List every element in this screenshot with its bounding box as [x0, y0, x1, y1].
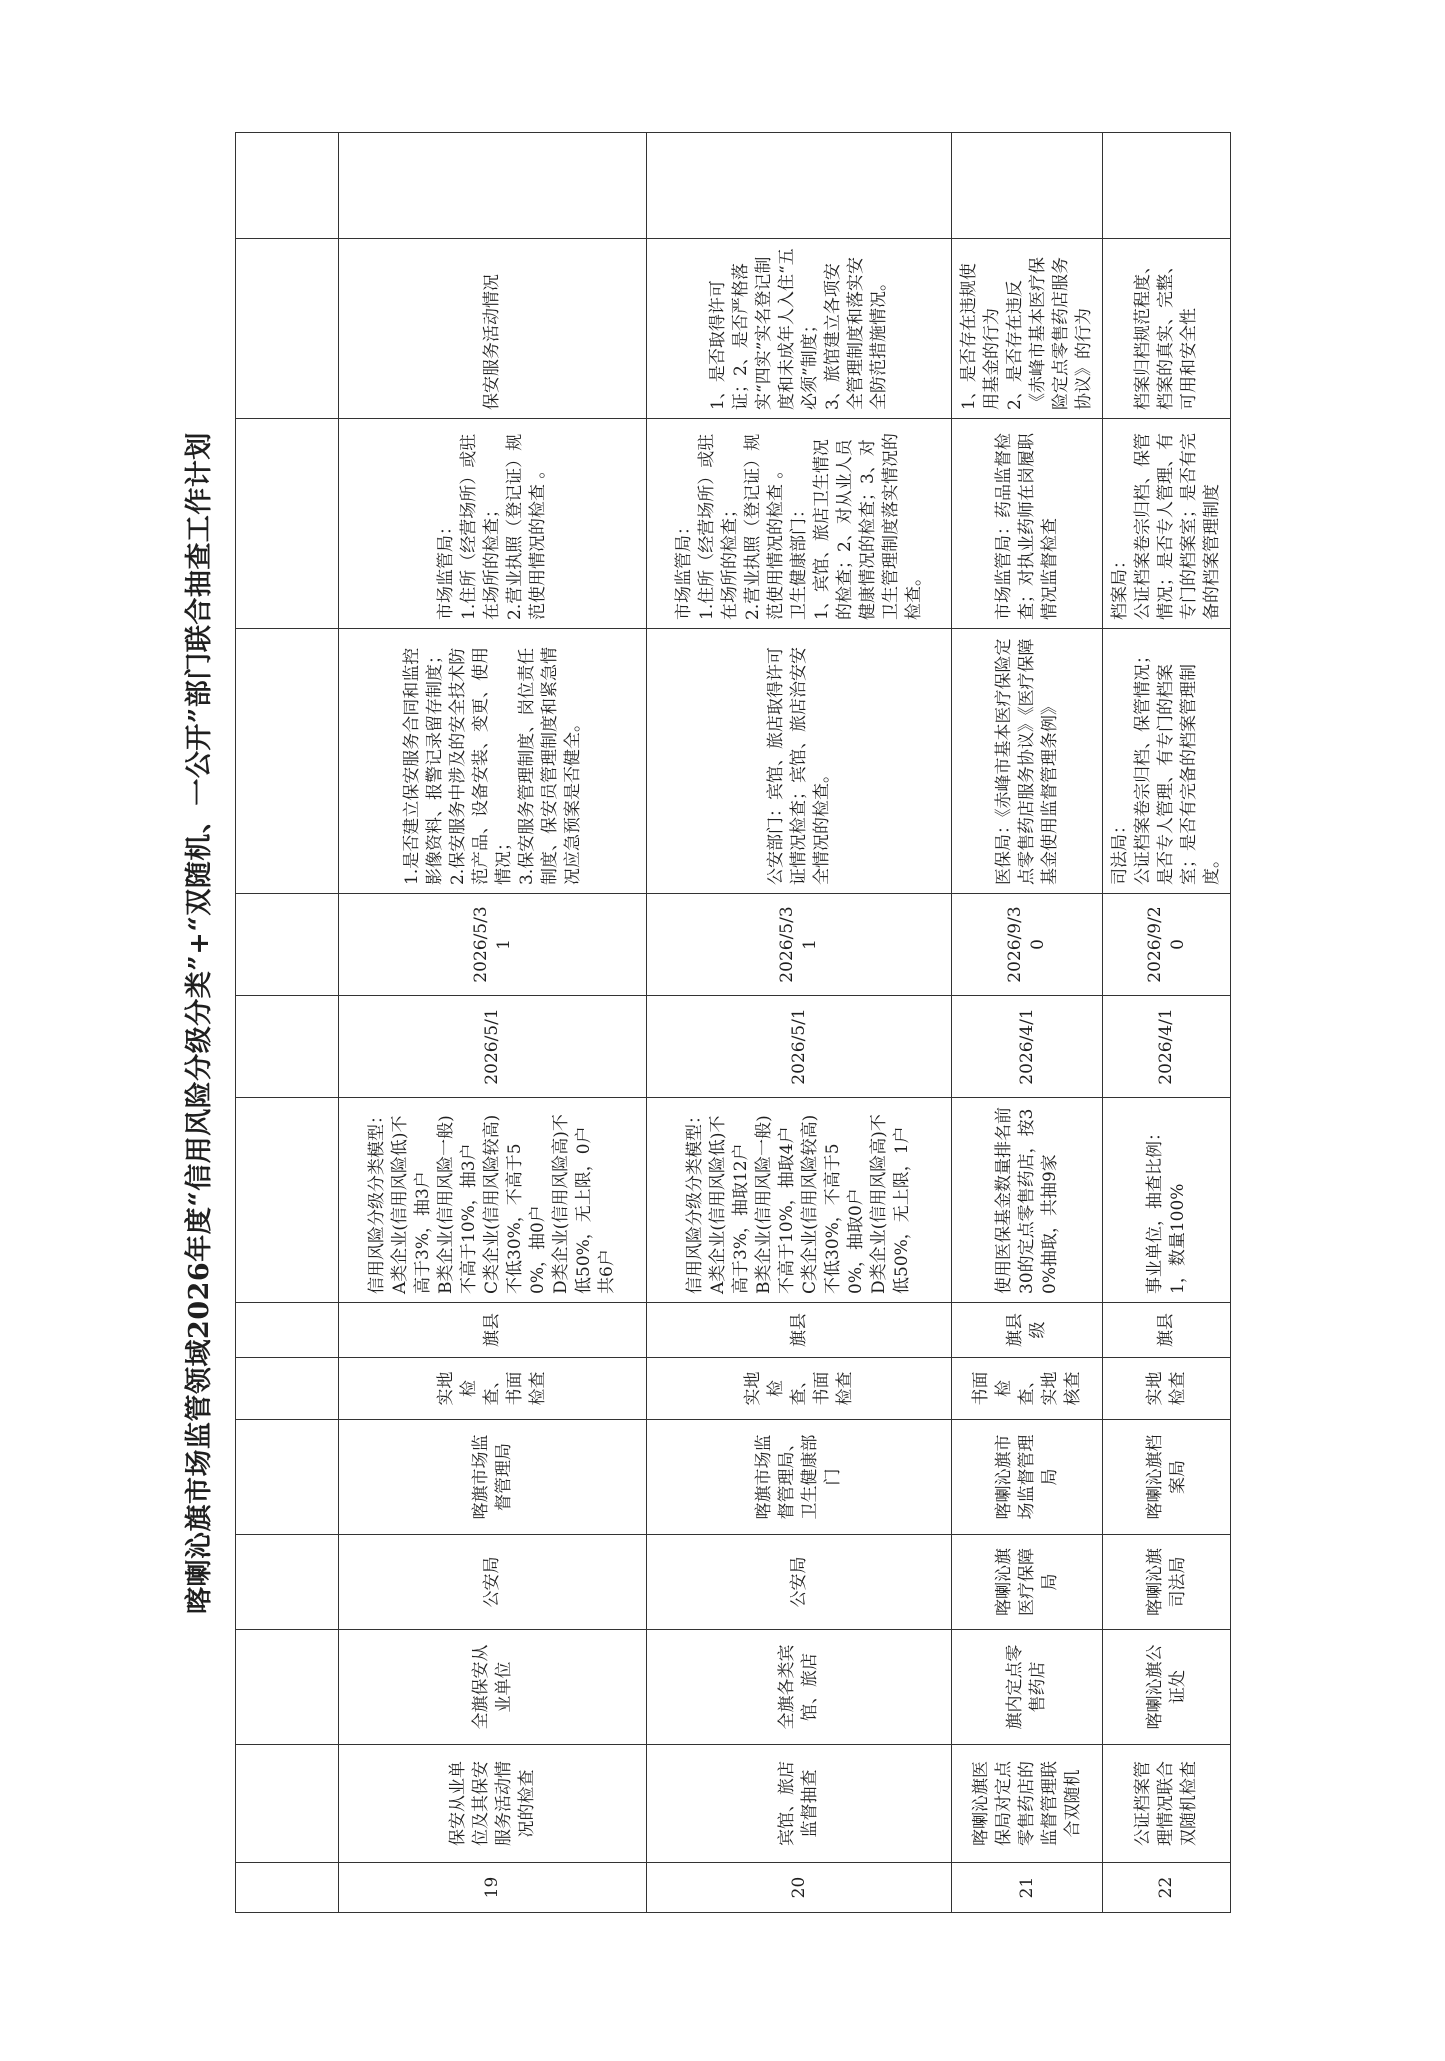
inspection-plan-table	[235, 132, 1231, 1913]
header-cell	[236, 419, 339, 629]
end-date: 2026/5/31	[339, 894, 647, 996]
inspection-items: 1、是否存在违规使用基金的行为 2、是否存在违反《赤峰市基本医疗保险定点零售药店服务协议》的行为	[952, 239, 1103, 419]
table-row	[952, 133, 1103, 1913]
lead-department: 喀喇沁旗医疗保障局	[952, 1535, 1103, 1630]
header-cell	[236, 1420, 339, 1535]
header-cell	[236, 1358, 339, 1420]
sampling-ratio: 信用风险分级分类模型： A类企业(信用风险低)不高于3%，抽取12户 B类企业(信用风险一般)不高于10%，抽取4户 C类企业(信用风险较高)不低30%，不高于50%，抽取0户 D类企业(信用风险高)不低50%，无上限，1户	[647, 1098, 952, 1303]
table-row	[1103, 133, 1231, 1913]
inspection-object: 全旗保安从业单位	[339, 1630, 647, 1745]
row-number: 22	[1103, 1863, 1231, 1913]
inspection-level: 旗县	[339, 1303, 647, 1358]
joint-inspection-content: 档案局： 公证档案卷宗归档、保管情况；是否专人管理、有专门的档案室；是否有完备的档案管理制度	[1103, 419, 1231, 629]
start-date: 2026/5/1	[647, 996, 952, 1098]
table-header-row	[236, 133, 339, 1913]
start-date: 2026/5/1	[339, 996, 647, 1098]
header-cell	[236, 133, 339, 239]
task-name: 宾馆、旅店监督抽查	[647, 1745, 952, 1863]
start-date: 2026/4/1	[952, 996, 1103, 1098]
joint-inspection-content: 市场监管局： 1.住所（经营场所）或驻在场所的检查； 2.营业执照（登记证）规范使用情况的检查 。 卫生健康部门： 1、宾馆、旅店卫生情况的检查；2、对从业人员健康情况的检查；3、对卫生管理制度落实情况的检查。	[647, 419, 952, 629]
lead-department: 公安局	[339, 1535, 647, 1630]
inspection-content: 1.是否建立保安服务合同和监控影像资料、报警记录留存制度； 2.保安服务中涉及的安全技术防范产品、设备安装、变更、使用情况； 3.保安服务管理制度、岗位责任制度、保安员管理制度和紧急情况应急预案是否健全。	[339, 629, 647, 894]
row-number: 20	[647, 1863, 952, 1913]
rotated-document	[175, 133, 1300, 1913]
sampling-ratio: 事业单位，抽查比例：1，数量100%	[1103, 1098, 1231, 1303]
inspection-method: 书面检查、实地核查	[952, 1358, 1103, 1420]
remarks	[952, 133, 1103, 239]
end-date: 2026/5/31	[647, 894, 952, 996]
table-row	[647, 133, 952, 1913]
inspection-items: 档案归档规范程度、档案的真实、完整、可用和安全性	[1103, 239, 1231, 419]
joint-department: 喀喇沁旗档案局	[1103, 1420, 1231, 1535]
header-cell	[236, 629, 339, 894]
sampling-ratio: 使用医保基金数量排名前30的定点零售药店，按30%抽取，共抽9家	[952, 1098, 1103, 1303]
header-cell	[236, 1303, 339, 1358]
lead-department: 公安局	[647, 1535, 952, 1630]
inspection-items: 保安服务活动情况	[339, 239, 647, 419]
row-number: 19	[339, 1863, 647, 1913]
task-name: 公证档案管理情况联合双随机检查	[1103, 1745, 1231, 1863]
header-cell	[236, 1098, 339, 1303]
inspection-level: 旗县级	[952, 1303, 1103, 1358]
remarks	[339, 133, 647, 239]
inspection-content: 公安部门：宾馆、旅店取得许可证情况检查；宾馆、旅店治安安全情况的检查。	[647, 629, 952, 894]
joint-department: 喀旗市场监督管理局、卫生健康部门	[647, 1420, 952, 1535]
task-name: 喀喇沁旗医保局对定点零售药店的监督管理联合双随机	[952, 1745, 1103, 1863]
header-cell	[236, 894, 339, 996]
end-date: 2026/9/30	[952, 894, 1103, 996]
joint-inspection-content: 市场监管局：药品监督检查；对执业药师在岗履职情况监督检查	[952, 419, 1103, 629]
inspection-method: 实地检查、书面检查	[339, 1358, 647, 1420]
table-row	[339, 133, 647, 1913]
joint-inspection-content: 市场监管局： 1.住所（经营场所）或驻在场所的检查； 2.营业执照（登记证）规范使用情况的检查 。	[339, 419, 647, 629]
sampling-ratio: 信用风险分级分类模型： A类企业(信用风险低)不高于3%，抽3户 B类企业(信用风险一般)不高于10%，抽3户 C类企业(信用风险较高)不低30%，不高于50%，抽0户 D类企业(信用风险高)不低50%，无上限，0户 共6户	[339, 1098, 647, 1303]
inspection-items: 1、是否取得许可证；2、是否严格落实“四实”实名登记制度和未成年人入住“五必须”制度； 3、旅馆建立各项安全管理制度和落实安全防范措施情况。	[647, 239, 952, 419]
inspection-object: 喀喇沁旗公证处	[1103, 1630, 1231, 1745]
inspection-content: 司法局： 公证档案卷宗归档、保管情况；是否专人管理、有专门的档案室；是否有完备的档案管理制度。	[1103, 629, 1231, 894]
header-cell	[236, 1535, 339, 1630]
inspection-level: 旗县	[1103, 1303, 1231, 1358]
lead-department: 喀喇沁旗司法局	[1103, 1535, 1231, 1630]
header-cell	[236, 1863, 339, 1913]
inspection-content: 医保局：《赤峰市基本医疗保险定点零售药店服务协议》《医疗保障基金使用监督管理条例》	[952, 629, 1103, 894]
page-title: 喀喇沁旗市场监管领域2026年度“信用风险分级分类”+“双随机、一公开”部门联合抽查工作计划	[184, 432, 215, 1614]
start-date: 2026/4/1	[1103, 996, 1231, 1098]
header-cell	[236, 1745, 339, 1863]
end-date: 2026/9/20	[1103, 894, 1231, 996]
row-number: 21	[952, 1863, 1103, 1913]
remarks	[1103, 133, 1231, 239]
inspection-level: 旗县	[647, 1303, 952, 1358]
header-cell	[236, 996, 339, 1098]
inspection-method: 实地检查、书面检查	[647, 1358, 952, 1420]
joint-department: 喀旗市场监督管理局	[339, 1420, 647, 1535]
inspection-method: 实地检查	[1103, 1358, 1231, 1420]
header-cell	[236, 1630, 339, 1745]
joint-department: 喀喇沁旗市场监督管理局	[952, 1420, 1103, 1535]
inspection-object: 旗内定点零售药店	[952, 1630, 1103, 1745]
task-name: 保安从业单位及其保安服务活动情况的检查	[339, 1745, 647, 1863]
header-cell	[236, 239, 339, 419]
inspection-object: 全旗各类宾馆、旅店	[647, 1630, 952, 1745]
remarks	[647, 133, 952, 239]
